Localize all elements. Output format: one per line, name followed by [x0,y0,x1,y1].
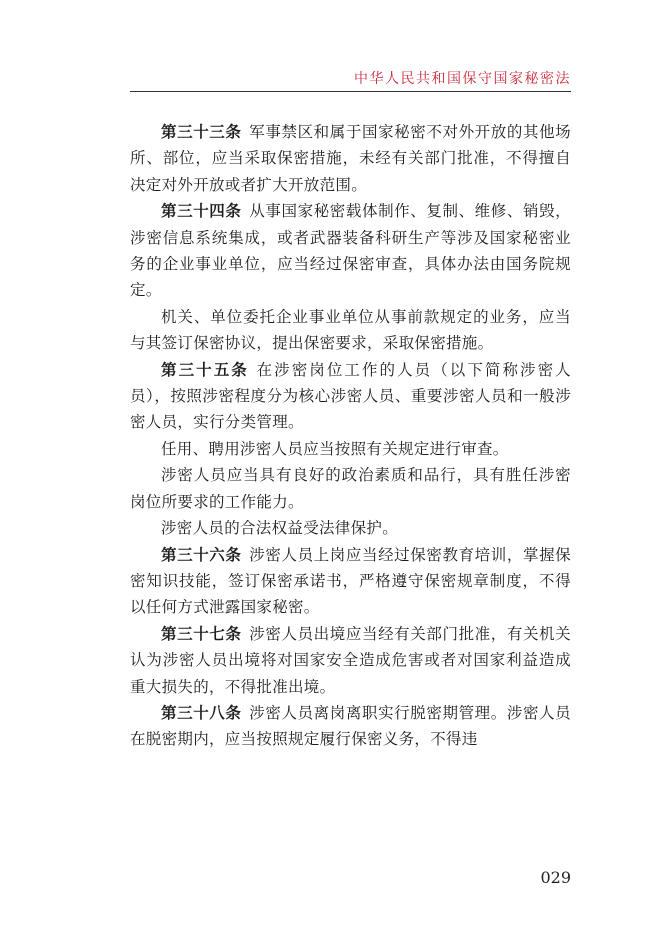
paragraph-text: 涉密人员应当具有良好的政治素质和品行，具有胜任涉密岗位所要求的工作能力。 [130,466,571,511]
article-number: 第三十六条 [161,544,242,564]
paragraph-article-35-clause-2 [130,436,571,462]
article-number: 第三十八条 [161,702,242,722]
article-number: 第三十三条 [161,122,242,141]
paragraph-text: 涉密人员出境应当经有关部门批准，有关机关认为涉密人员出境将对国家安全造成危害或者对国家利益造成重大损失的，不得批准出境。 [130,624,571,696]
paragraph-text: 涉密人员的合法权益受法律保护。 [161,519,399,538]
paragraph-text: 涉密人员离岗离职实行脱密期管理。涉密人员在脱密期内，应当按照规定履行保密义务，不得违 [130,703,571,749]
article-number: 第三十五条 [161,359,249,379]
paragraph-article-36 [130,542,571,621]
paragraph-text: 任用、聘用涉密人员应当按照有关规定进行审查。 [161,439,509,458]
paragraph-article-37 [130,621,571,700]
page-number: 029 [540,868,571,887]
paragraph-article-35 [130,357,571,436]
paragraph-article-35-clause-3 [130,462,571,515]
header-title: 中华人民共和国保守国家秘密法 [354,71,571,87]
paragraph-text: 涉密人员上岗应当经过保密教育培训，掌握保密知识技能，签订保密承诺书，严格遵守保密规章制度，不得以任何方式泄露国家秘密。 [130,545,571,617]
paragraph-article-38 [130,700,571,753]
article-number: 第三十四条 [161,201,242,221]
paragraph-text: 在涉密岗位工作的人员（以下简称涉密人员），按照涉密程度分为核心涉密人员、重要涉密人员和一般涉密人员，实行分类管理。 [130,360,571,432]
paragraph-article-34-clause-2 [130,304,571,357]
paragraph-article-35-clause-4 [130,515,571,541]
paragraph-article-33 [130,119,571,198]
paragraph-text: 军事禁区和属于国家秘密不对外开放的其他场所、部位，应当采取保密措施，未经有关部门批准，不得擅自决定对外开放或者扩大开放范围。 [130,123,571,194]
paragraph-text: 机关、单位委托企业事业单位从事前款规定的业务，应当与其签订保密协议，提出保密要求，采取保密措施。 [130,307,571,353]
article-number: 第三十七条 [161,623,242,643]
header-rule [130,91,571,92]
body-text [130,119,571,753]
paragraph-article-34 [130,198,571,304]
paragraph-text: 从事国家秘密载体制作、复制、维修、销毁，涉密信息系统集成，或者武器装备科研生产等涉及国家秘密业务的企业事业单位，应当经过保密审查，具体办法由国务院规定。 [130,202,571,300]
